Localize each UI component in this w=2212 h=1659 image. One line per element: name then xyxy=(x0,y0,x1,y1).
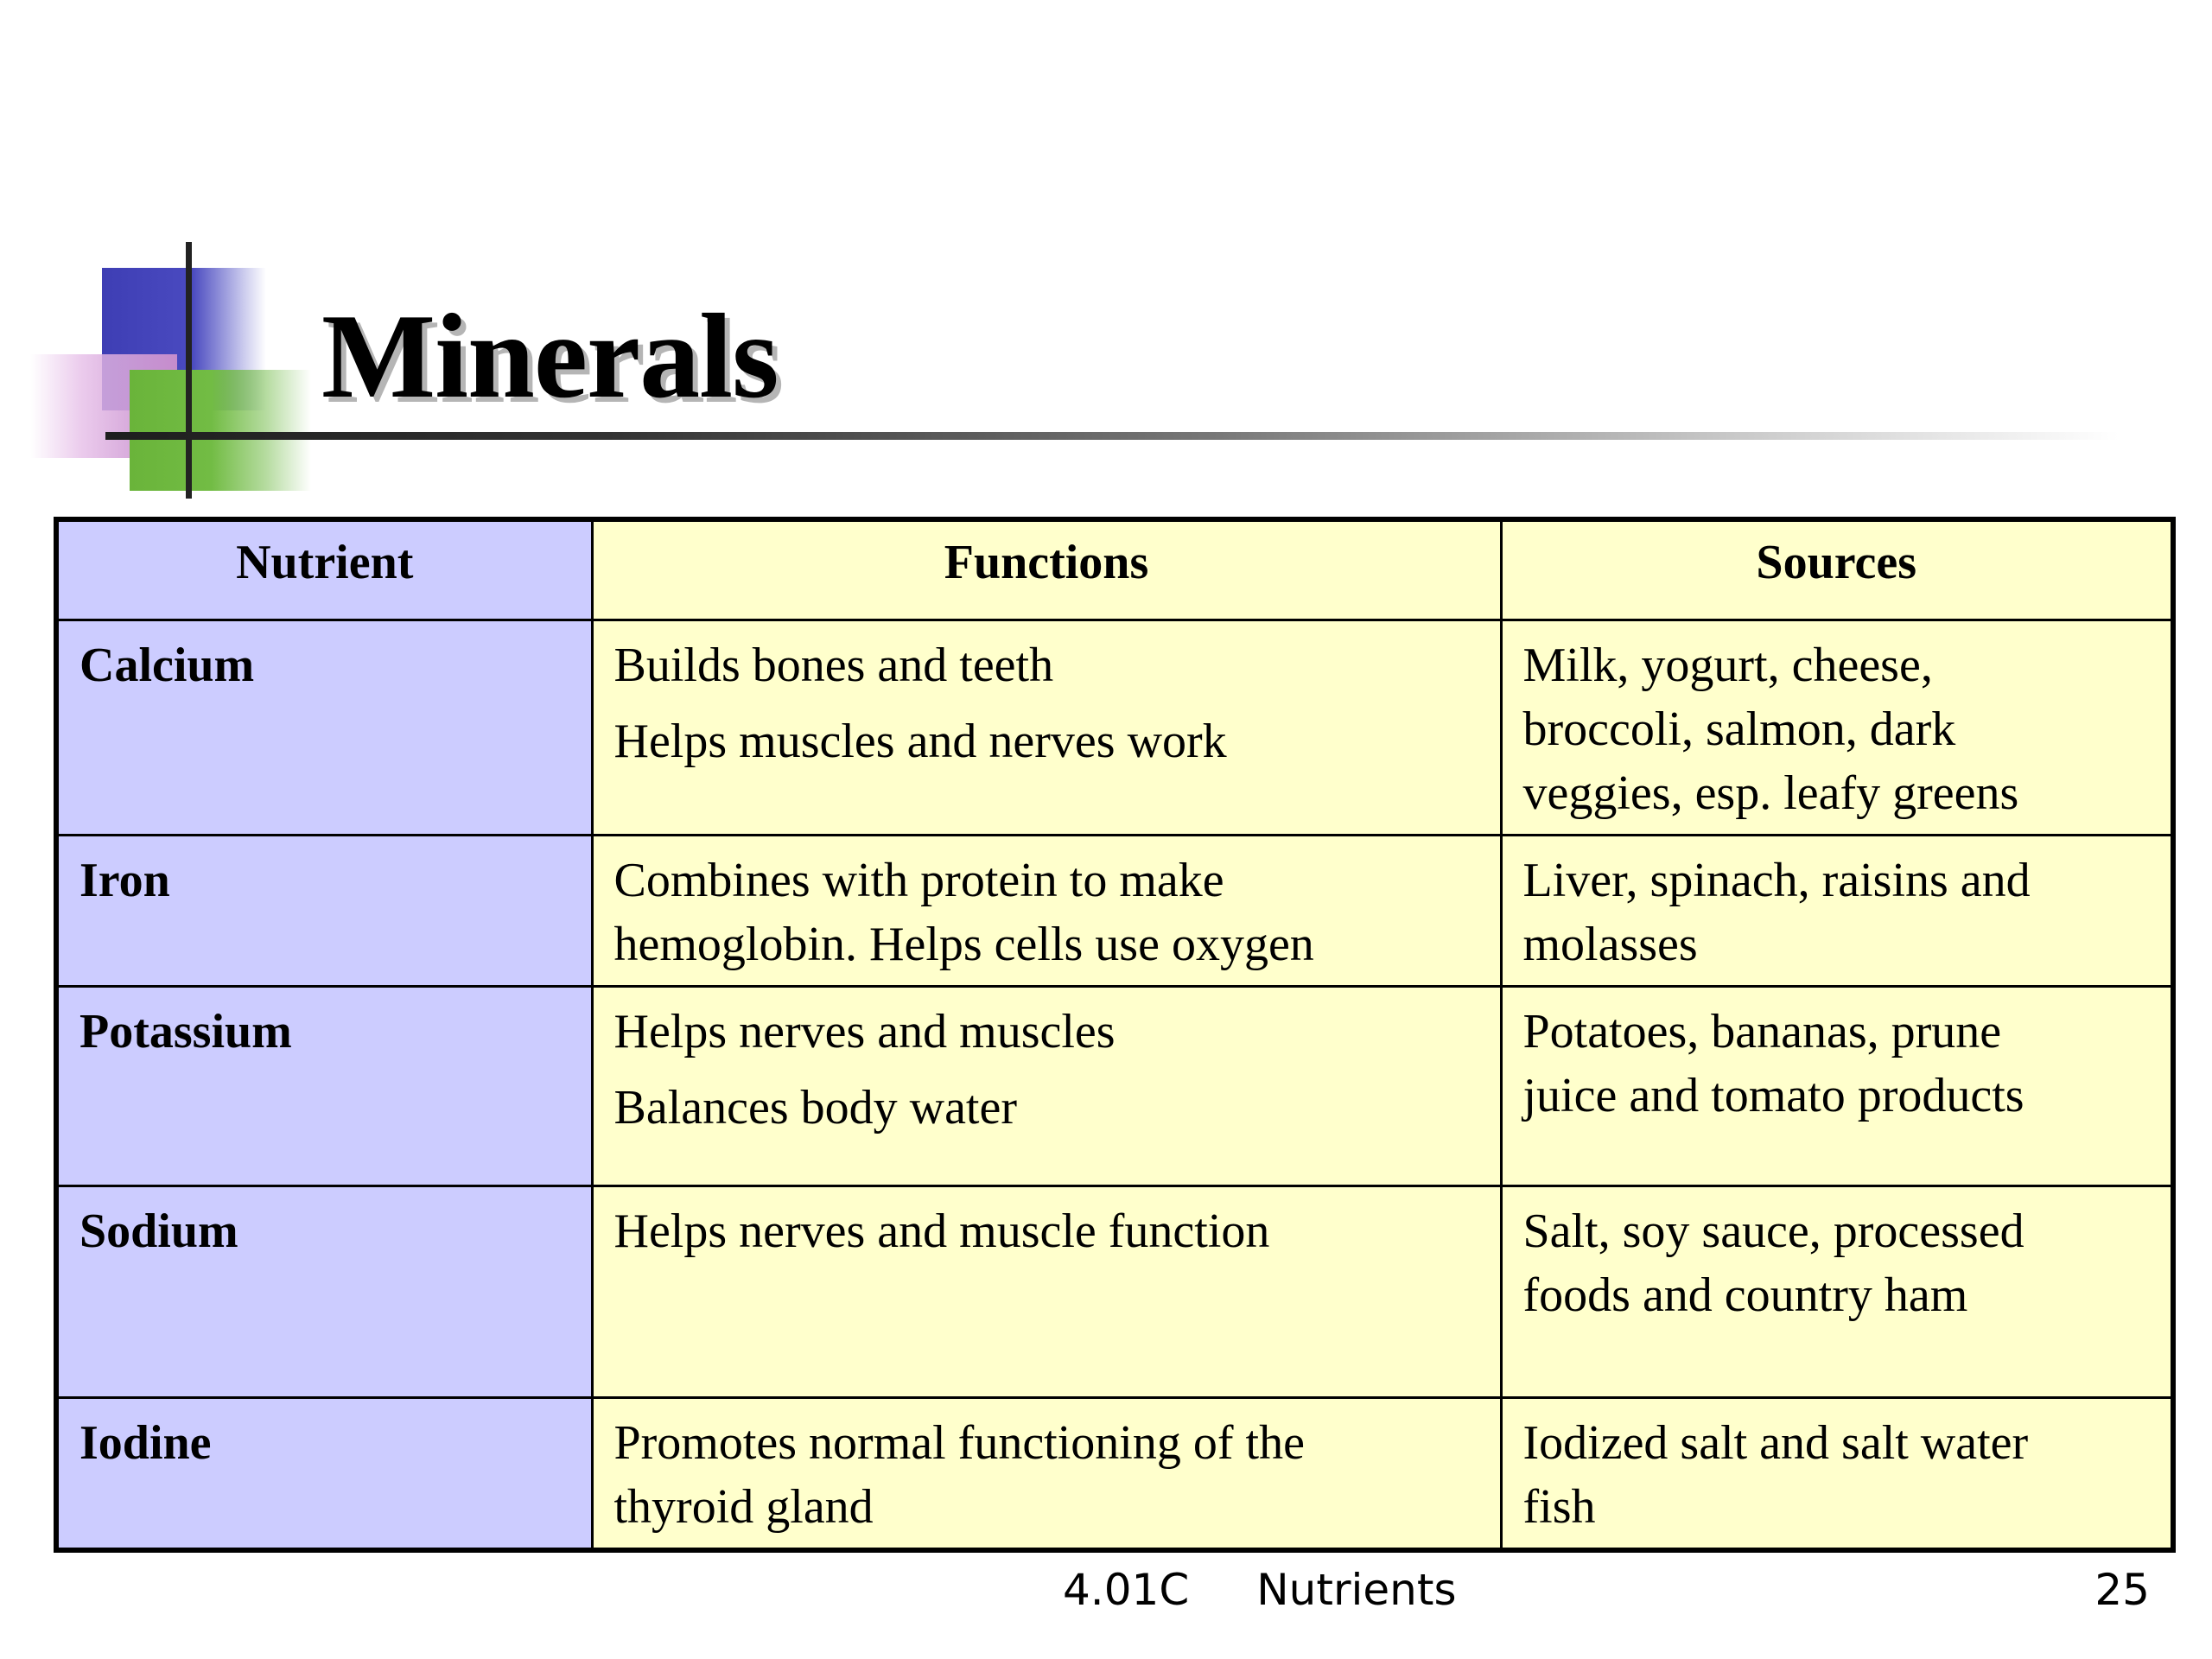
header-nutrient: Nutrient xyxy=(56,519,592,620)
source-line: Iodized salt and salt water xyxy=(1522,1416,2029,1470)
slide-footer xyxy=(1063,1564,1457,1616)
sources-cell xyxy=(1501,836,2173,987)
minerals-table xyxy=(54,517,2176,1553)
sources-cell xyxy=(1501,620,2173,836)
source-line: Liver, spinach, raisins and xyxy=(1522,854,2031,907)
function-line: hemoglobin. Helps cells use oxygen xyxy=(613,918,1314,971)
decorative-green-square xyxy=(130,370,311,491)
functions-cell xyxy=(592,1186,1501,1398)
source-line: juice and tomato products xyxy=(1522,1069,2024,1122)
function-line: thyroid gland xyxy=(613,1480,874,1534)
nutrient-cell: Iron xyxy=(56,836,592,987)
title-underline xyxy=(105,432,2119,440)
sources-cell xyxy=(1501,1398,2173,1551)
functions-cell xyxy=(592,1398,1501,1551)
function-line: Balances body water xyxy=(613,1081,1017,1135)
source-line: Milk, yogurt, cheese, xyxy=(1522,639,1933,692)
title-decoration xyxy=(0,0,2212,518)
function-line: Builds bones and teeth xyxy=(613,639,1054,692)
function-line: Helps nerves and muscles xyxy=(613,1005,1116,1058)
header-functions: Functions xyxy=(592,519,1501,620)
table-row xyxy=(56,1186,2173,1398)
functions-cell xyxy=(592,836,1501,987)
nutrient-cell: Potassium xyxy=(56,987,592,1186)
source-line: Potatoes, bananas, prune xyxy=(1522,1005,2002,1058)
table-row xyxy=(56,620,2173,836)
source-line: fish xyxy=(1522,1480,1596,1534)
nutrient-cell: Calcium xyxy=(56,620,592,836)
functions-cell xyxy=(592,620,1501,836)
source-line: veggies, esp. leafy greens xyxy=(1522,766,2019,820)
source-line: molasses xyxy=(1522,918,1698,971)
function-line: Helps muscles and nerves work xyxy=(613,715,1227,768)
minerals-table-container xyxy=(54,517,2171,1553)
footer-topic: Nutrients xyxy=(1256,1565,1457,1615)
nutrient-cell: Sodium xyxy=(56,1186,592,1398)
functions-cell xyxy=(592,987,1501,1186)
source-line: Salt, soy sauce, processed xyxy=(1522,1205,2024,1258)
nutrient-cell: Iodine xyxy=(56,1398,592,1551)
function-line: Promotes normal functioning of the xyxy=(613,1416,1305,1470)
sources-cell xyxy=(1501,1186,2173,1398)
source-line: foods and country ham xyxy=(1522,1268,1968,1322)
footer-course-code: 4.01C xyxy=(1063,1565,1190,1615)
function-line: Combines with protein to make xyxy=(613,854,1224,907)
header-sources: Sources xyxy=(1501,519,2173,620)
table-row xyxy=(56,987,2173,1186)
page-number: 25 xyxy=(2094,1565,2150,1615)
table-header-row xyxy=(56,519,2173,620)
table-row xyxy=(56,836,2173,987)
function-line: Helps nerves and muscle function xyxy=(613,1205,1270,1258)
decorative-vertical-line xyxy=(186,242,192,499)
sources-cell xyxy=(1501,987,2173,1186)
source-line: broccoli, salmon, dark xyxy=(1522,702,1956,756)
slide-title: Minerals xyxy=(321,289,779,423)
table-row xyxy=(56,1398,2173,1551)
